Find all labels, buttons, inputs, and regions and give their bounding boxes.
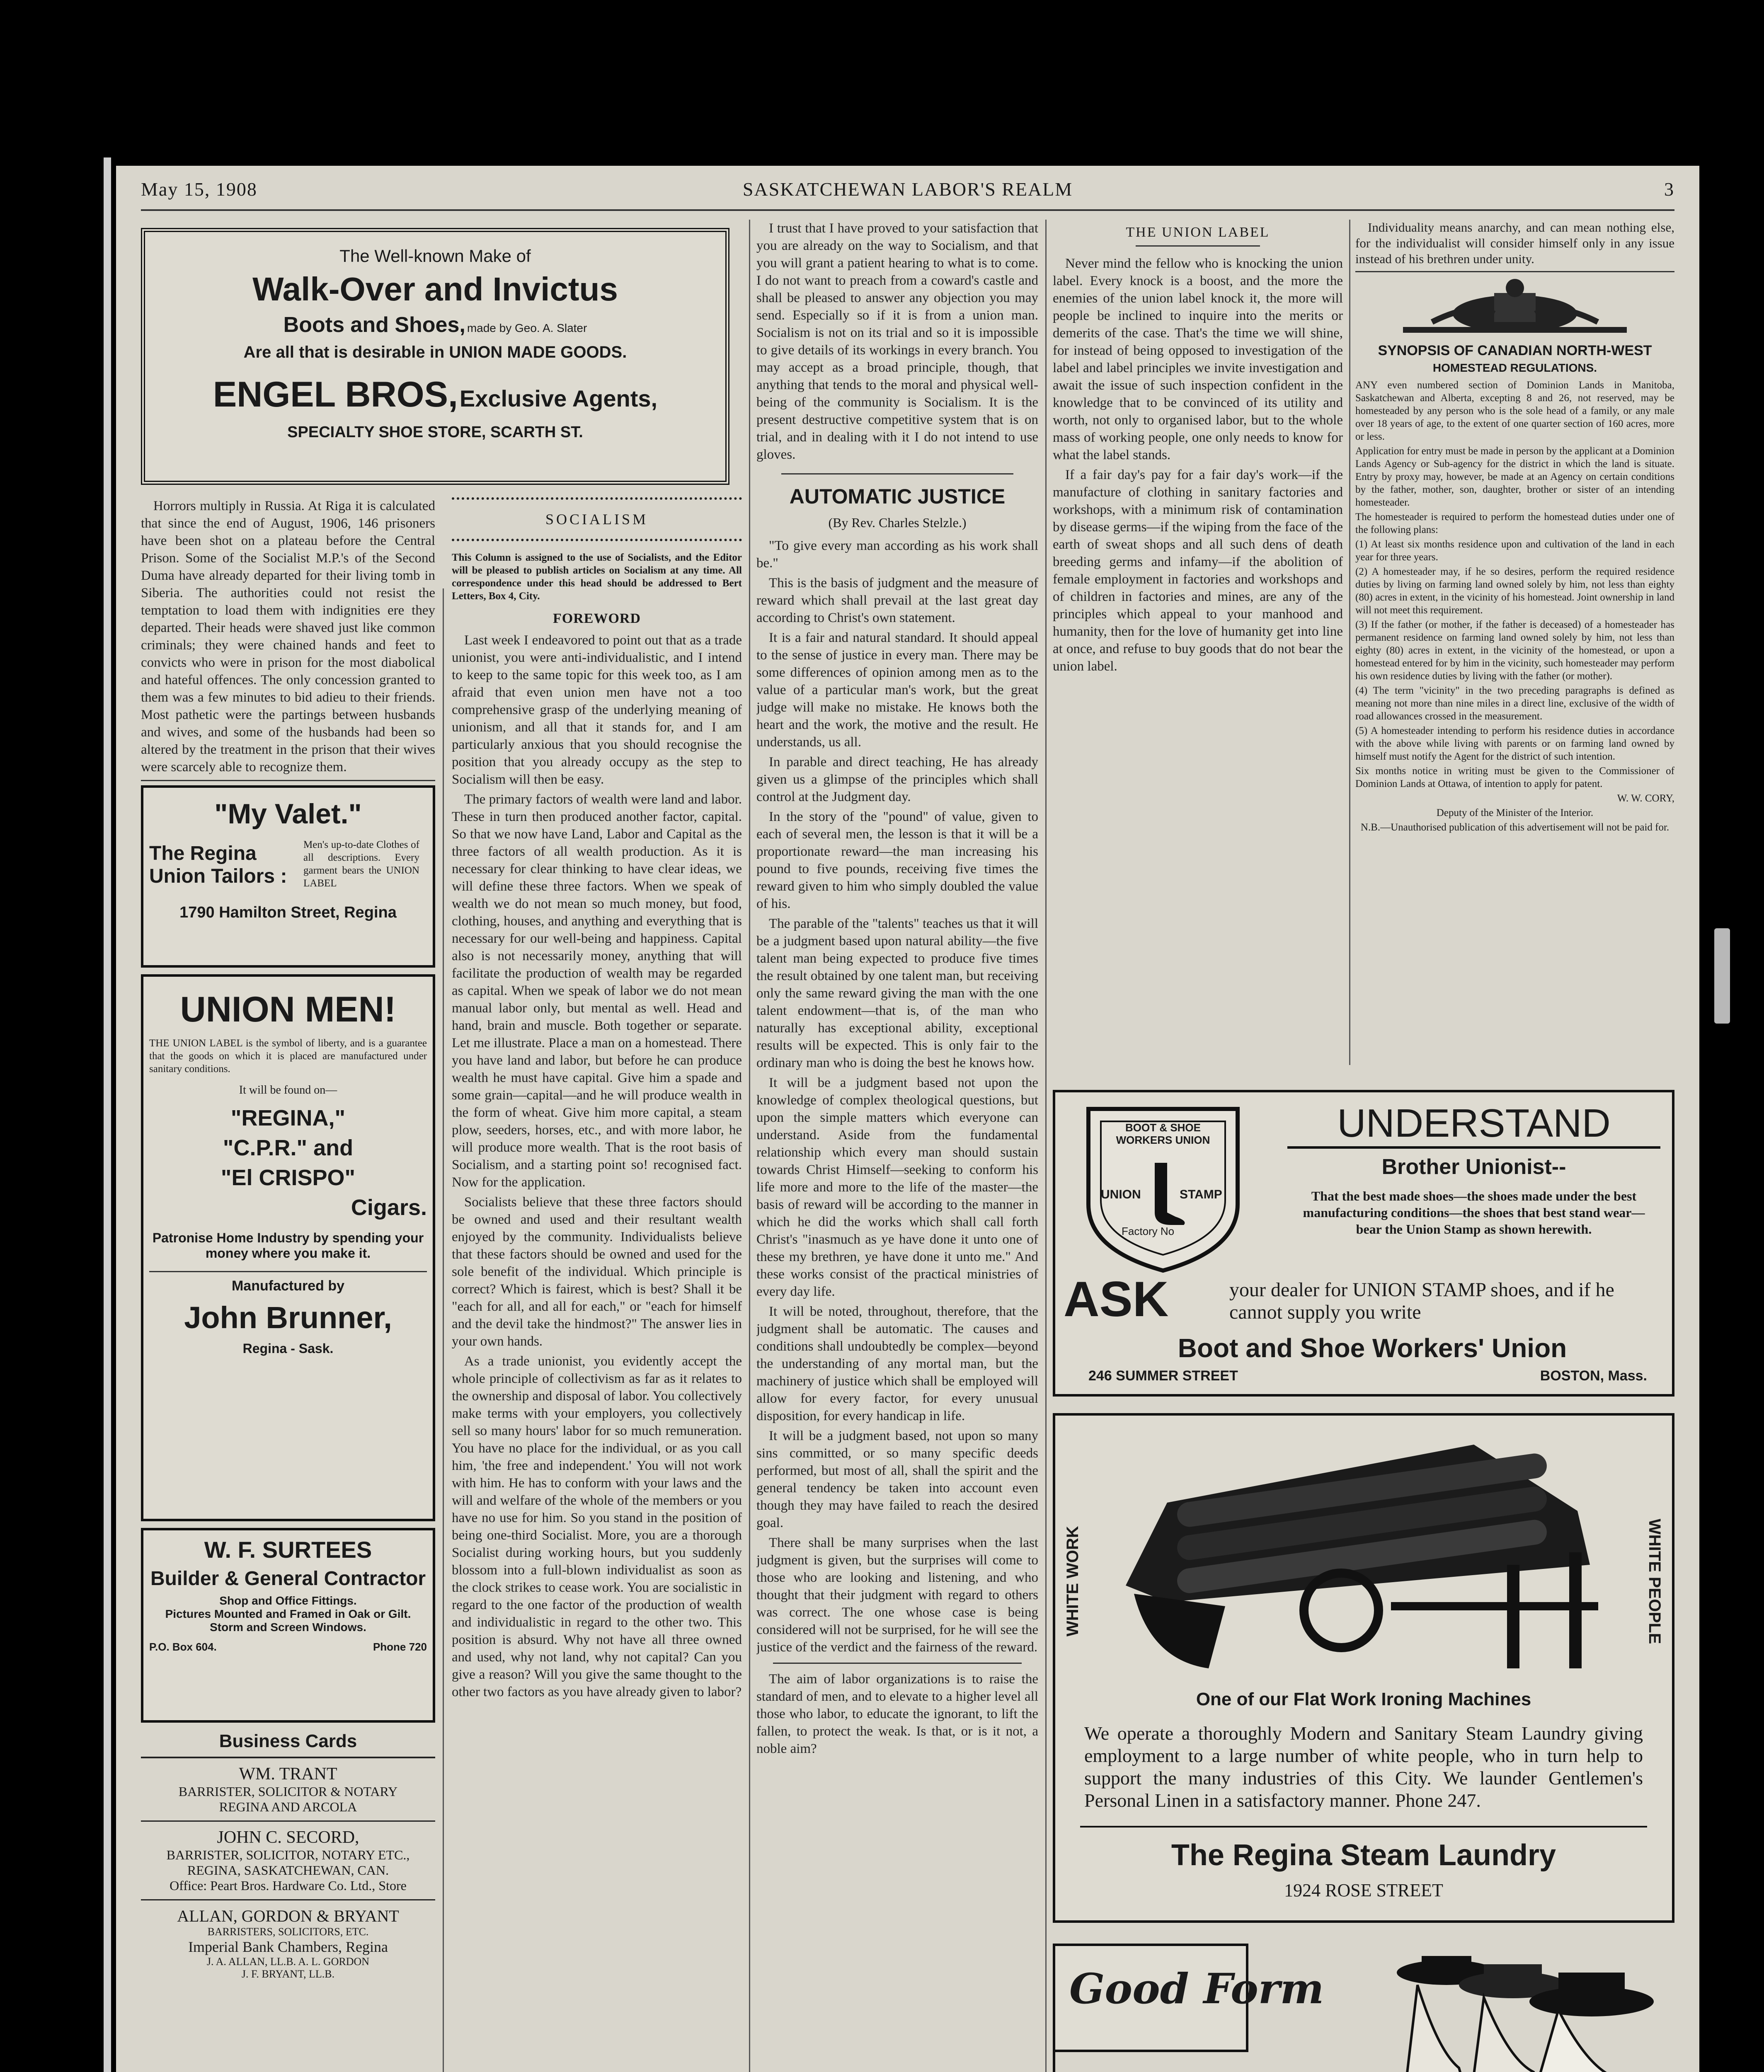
- ad-line: The Well-known Make of: [339, 246, 531, 266]
- card-line: BARRISTER, SOLICITOR, NOTARY ETC.,: [166, 1847, 410, 1862]
- ad-maker: made by Geo. A. Slater: [467, 322, 587, 334]
- card-line: REGINA AND ARCOLA: [219, 1799, 357, 1814]
- card-line: J. A. ALLAN, LL.B. A. L. GORDON: [206, 1956, 370, 1968]
- ad-trade: Builder & General Contractor: [150, 1568, 426, 1590]
- ad-subtitle: Brother Unionist--: [1381, 1155, 1566, 1179]
- gentlemen-illustration-icon: [1376, 1944, 1666, 2072]
- card-line: J. F. BRYANT, LL.B.: [241, 1968, 335, 1980]
- masthead-title: SASKATCHEWAN LABOR'S REALM: [742, 179, 1073, 200]
- stamp-left: UNION: [1101, 1188, 1141, 1201]
- card-line: REGINA, SASKATCHEWAN, CAN.: [187, 1863, 389, 1878]
- paragraph: In parable and direct teaching, He has already given us a glimpse of the principles which shall control at the Judgment day.: [756, 755, 1038, 804]
- column-rule: [1045, 220, 1047, 2072]
- ad-city: BOSTON, Mass.: [1540, 1368, 1647, 1384]
- ad-line: Manufactured by: [231, 1278, 345, 1294]
- synopsis-subtitle: HOMESTEAD REGULATIONS.: [1432, 361, 1597, 374]
- column-4: [1053, 220, 1343, 1069]
- page-number: 3: [1664, 179, 1674, 200]
- ad-address: 1924 ROSE STREET: [1284, 1880, 1443, 1900]
- ad-description: Men's up-to-date Clothes of all descriptions. Every garment bears the UNION LABEL: [303, 839, 419, 889]
- column-5: [1355, 220, 1674, 1069]
- ironing-machine-icon: [1101, 1428, 1623, 1677]
- business-cards: [141, 1731, 435, 1986]
- ad-body: We operate a thoroughly Modern and Sanitary Steam Laundry giving employment to a large number of white people, who in turn help to support the many industries of this City. We launder Gentlemen's Personal Linen in a satisfactory manner. Phone 247.: [1084, 1723, 1643, 1811]
- paragraph: Six months notice in writing must be given to the Commissioner of Dominion Lands at Ottawa, of intention to apply for patent.: [1355, 765, 1674, 789]
- ad-patronise: Patronise Home Industry by spending your money where you make it.: [152, 1230, 424, 1261]
- paragraph: As a trade unionist, you evidently accept the whole principle of collectivism as far as it relates to the ownership and disposal of labor. You collectively make terms with your employers, you collectively sell so many hours' labor for so much remuneration. You have no place for the individual, or as you call him, 'the free and independent.' You will not work with him. He has to conform with your laws and the will and welfare of the whole of the members or you have no use for him. So you stand in the position of being one-third Socialist. More, you are a thorough Socialist during working hours, but you suddenly blossom into a full-blown individualist as soon as the clock strikes to cease work. You are socialistic in regard to the one factor of the production of wealth and individualistic in regard to the other two. This position is absurd. Why not have all three owned and used, why not land, why not capital? Can you give a reason? Will you give the same thought to the other two factors as you have already given to labor?: [452, 1354, 742, 1699]
- ad-line: Boots and Shoes,: [283, 313, 465, 337]
- column-2: [452, 497, 742, 2072]
- ad-line: Shop and Office Fittings.: [219, 1594, 357, 1607]
- column-rule: [1349, 220, 1350, 1065]
- page-edge: [104, 157, 111, 2072]
- ad-org: Boot and Shoe Workers' Union: [1178, 1333, 1567, 1363]
- paragraph: It will be a judgment based not upon the knowledge of complex theological questions, but upon the simple matters which everyone can understand. Aside from the fundamental relationship which every man should sustain towards Christ Himself—seeking to conform his life more and more to the life of the master—the basis of reward will be according to the manner in which he did the works which shall call forth Christ's "inasmuch as ye have done it unto one of these my brethren, ye have done it unto me." And these works consist of the practical ministries of every day life.: [756, 1075, 1038, 1299]
- column-rule: [749, 220, 750, 2072]
- paragraph: (4) The term "vicinity" in the two preceding paragraphs is defined as meaning not more than nine miles in a direct line, exclusive of the width of road allowances crossed in the measurement.: [1355, 685, 1674, 722]
- divider: [781, 473, 1013, 474]
- business-card: [141, 1822, 435, 1900]
- paragraph: The homesteader is required to perform the homestead duties under one of the following plans:: [1355, 511, 1674, 535]
- ad-place: Regina - Sask.: [242, 1341, 334, 1356]
- laundry-ad: [1053, 1413, 1674, 1923]
- divider: [149, 1271, 427, 1272]
- stamp-bottom: Factory No: [1122, 1225, 1175, 1237]
- paragraph: The primary factors of wealth were land and labor. These in turn then produced another factor, capital. So that we now have Land, Labor and Capital as the three factors of all wealth production. As it is necessary for clear thinking to have clear ideas, we will define these three factors. When we speak of wealth we do not mean so much money, but food, clothing, houses, and anything and everything that is necessary for our well-being and happiness. Capital also is not necessarily money, anything that will facilitate the production of wealth may be regarded as capital. When we speak of labor we do not mean manual labor only, but mental as well. Head and hand, brain and muscle. Both together or separate. Let me illustrate. Place a man on a homestead. There you have land and labor, but before he can produce wealth he must have capital. Give him a spade and some grain—capital—and he will produce wealth in the form of wheat. Give him more capital, a steam plow, seeders, horses, etc., and with more labor, he will produce more wealth. That is the root basis of Socialism, and a starting point so! recognised fact. Now for the application.: [452, 792, 742, 1190]
- paragraph: In the story of the "pound" of value, given to each of several men, the lesson is that it will be a proportionate reward—the man increasing his pound to five pounds, receiving five times the reward given to him who simply doubled the value of his.: [756, 809, 1038, 911]
- business-card: [141, 1900, 435, 1986]
- article-title: AUTOMATIC JUSTICE: [789, 485, 1006, 508]
- paragraph: (1) At least six months residence upon and cultivation of the land in each year for three years.: [1355, 539, 1674, 563]
- ad-cigars: Cigars.: [351, 1195, 427, 1220]
- hindson-ad: [1053, 1944, 1674, 2072]
- paragraph: It will be a judgment based, not upon so many sins committed, or so many specific deeds performed, but most of all, shall the spirit and the general tendency be taken into account even though they may have failed to reach the desired goal.: [756, 1428, 1038, 1530]
- union-men-ad: [141, 974, 435, 1521]
- ad-title: UNION MEN!: [180, 990, 396, 1029]
- ad-line: Storm and Screen Windows.: [210, 1621, 366, 1634]
- paragraph: (5) A homesteader intending to perform his residence duties in accordance with the above while living with parents or on farming land owned by himself must notify the Agent for the district of such intention.: [1355, 725, 1674, 762]
- ad-caption: One of our Flat Work Ironing Machines: [1196, 1689, 1531, 1709]
- paragraph: Individuality means anarchy, and can mean nothing else, for the individualist will consider himself only in any issue instead of his brethren under unity.: [1355, 220, 1674, 266]
- column-3: [756, 220, 1038, 2072]
- article-byline: (By Rev. Charles Stelzle.): [828, 515, 967, 530]
- walkover-ad: [141, 228, 729, 485]
- paragraph: (3) If the father (or mother, if the father is deceased) of a homesteader has permanent residence on farming land owned solely by him, not less than eighty (80) acres in extent, in the vicinity of the homestead, or upon a homestead entered for by him in the vicinity, such homesteader may perform his own residence duties by living with the father (or mother).: [1355, 619, 1674, 682]
- synopsis-title: SYNOPSIS OF CANADIAN NORTH-WEST: [1378, 343, 1652, 358]
- ad-brand: "El CRISPO": [220, 1165, 356, 1190]
- divider: [141, 780, 435, 781]
- ad-maker: John Brunner,: [184, 1300, 392, 1335]
- ad-street: 246 SUMMER STREET: [1088, 1368, 1238, 1384]
- paragraph: If a fair day's pay for a fair day's work—if the manufacture of clothing in sanitary factories and workshops, with a minimum risk of contamination by disease germs—if the wiping from the face of the earth of sweat shops and all such dens of death breeding germs and infamy—if the abolition of female employment in factories and workshops and of children in factories and mines, are any of the principles which appeal to your manhood and humanity, then for the love of humanity get into line at once, and refuse to buy goods that do not bear the union label.: [1053, 467, 1343, 674]
- foreword-heading: FOREWORD: [553, 611, 641, 626]
- socialism-heading: SOCIALISM: [452, 497, 742, 541]
- card-line: JOHN C. SECORD,: [217, 1828, 359, 1847]
- paragraph: I trust that I have proved to your satisfaction that you are already on the way to Socialism, and that you will grant a patient hearing to what is to come. I do not want to preach from a coward's castle and shall be pleased to answer any objection you may send. Especially so if it is from a union man. Socialism is not on its trial and so it is impossible to give details of its workings in every branch. You may accept as a broad principle, though, that anything that tends to the moral and physical well-being of the community is Socialism. It is the present destructive competitive system that is on trial, and in dealing with it I do not intend to use gloves.: [756, 221, 1038, 462]
- ad-po: P.O. Box 604.: [149, 1641, 217, 1653]
- article-russia: Horrors multiply in Russia. At Riga it is calculated that since the end of August, 1906, 146 prisoners have been shot on a plateau before the Central Prison. Some of the Socialist M.P.'s of the Second Duma have already departed for their living tomb in Siberia. The authorities could not resist the temptation to load them with indignities ere they departed. Their heads were shaved just like common criminals; they were chained hands and feet to convicts who were in prison for the most diabolical and hateful offences. The only concession granted to them was a few minutes to bid adieu to their friends. Most pathetic were the partings between husbands and wives, and some of the husbands had been so altered by the treatment in the prison that their wives were scarcely able to recognize them.: [141, 499, 435, 775]
- paragraph: It is a fair and natural standard. It should appeal to the sense of justice in every man. There may be some differences of opinion among men as to the value of a particular man's work, but the great judge will make no mistake. He knows both the heart and the work, the motive and the result. He understands, us all.: [756, 630, 1038, 750]
- article-title: THE UNION LABEL: [1126, 225, 1270, 240]
- issue-date: May 15, 1908: [141, 179, 257, 200]
- business-card: [141, 1758, 435, 1822]
- newspaper-page: [116, 166, 1699, 2072]
- column-1: [141, 497, 435, 2072]
- paragraph: (2) A homesteader may, if he so desires, perform the required residence duties by living on farming land owned solely by him, not less than eighty (80) acres in extent, in the vicinity of his homestead. Joint ownership in land will not meet this requirement.: [1355, 566, 1674, 616]
- paragraph: Last week I endeavored to point out that as a trade unionist, you were anti-individualistic, and I intend to keep to the same topic for this week too, as I am afraid that even union men have not a too comprehensive grasp of the underlying meaning of unionism, and all that it stands for, and I am particularly anxious that you should recognise the position that you already occupy as the step to Socialism will then be easy.: [452, 633, 742, 787]
- stamp-top: BOOT & SHOE WORKERS UNION: [1116, 1121, 1210, 1146]
- paragraph: Never mind the fellow who is knocking the union label. Every knock is a boost, and the more the enemies of the union label knock it, the more will people be inclined to inquire into the merits or demerits of the case. That's the time we will shine, for instead of being opposed to investigation of the label and label principles we invite investigation and await the issue of such inspection confident in the knowledge that to be convinced of its utility and worth, not only to organised labor, but to the whole mass of working people, one only needs to know for what the label stands.: [1053, 256, 1343, 462]
- card-line: Imperial Bank Chambers, Regina: [188, 1939, 388, 1955]
- card-line: BARRISTER, SOLICITOR & NOTARY: [178, 1784, 398, 1799]
- paragraph: This is the basis of judgment and the measure of reward which shall prevail at the last great day according to Christ's own statement.: [756, 576, 1038, 625]
- header-rule: [141, 209, 1674, 211]
- ad-store: SPECIALTY SHOE STORE, SCARTH ST.: [287, 424, 583, 441]
- ad-frame: [1053, 2051, 1370, 2072]
- surtees-ad: [141, 1528, 435, 1723]
- card-line: WM. TRANT: [239, 1765, 337, 1784]
- socialism-note: This Column is assigned to the use of Socialists, and the Editor will be pleased to publish articles on Socialism at any time. All correspondence under this head should be addressed to Bert Letters, Box 4, City.: [452, 552, 742, 602]
- ad-brand: "C.P.R." and: [223, 1135, 354, 1160]
- paragraph: Application for entry must be made in person by the applicant at a Dominion Lands Agency or Sub-agency for the district in which the land is situate. Entry by proxy may, however, be made at an Agency on certain conditions by the father, mother, son, daughter, brother or sister of an intending homesteader.: [1355, 445, 1674, 508]
- divider: [1080, 1826, 1647, 1828]
- divider: [1136, 245, 1260, 247]
- ad-side-left: WHITE WORK: [1064, 1526, 1082, 1637]
- ad-title: UNDERSTAND: [1287, 1101, 1660, 1149]
- ad-agent-suffix: Exclusive Agents,: [459, 385, 658, 411]
- paragraph: The parable of the "talents" teaches us that it will be a judgment based upon natural ability—the five talent man being expected to produce five times the result obtained by one talent man, but receiving only the same reward giving the man with the one talent endowment—that is, of the man who naturally has exceptional ability, exceptional results will be expected. This is only fair to the ordinary man who is doing the best he knows how.: [756, 916, 1038, 1070]
- card-line: Office: Peart Bros. Hardware Co. Ltd., Store: [170, 1878, 407, 1893]
- ad-tailors: The Regina Union Tailors :: [149, 842, 287, 887]
- ad-side-right: WHITE PEOPLE: [1645, 1518, 1664, 1644]
- synopsis-note: N.B.—Unauthorised publication of this advertisement will not be paid for.: [1360, 822, 1670, 833]
- stamp-right: STAMP: [1180, 1188, 1222, 1201]
- ad-ask: ASK: [1064, 1271, 1169, 1327]
- paragraph: There shall be many surprises when the last judgment is given, but the surprises will come to those who are looking and listening, and who thought that their judgment with regard to others was correct. The one whose case is being considered will not be surprised, for he will see the justice of the verdict and the fairness of the reward.: [756, 1535, 1038, 1655]
- binding-tab: [1714, 928, 1730, 1024]
- ad-agent: ENGEL BROS,: [213, 375, 458, 414]
- ad-brand: Walk-Over and Invictus: [252, 271, 618, 307]
- divider: [1355, 271, 1674, 272]
- card-line: BARRISTERS, SOLICITORS, ETC.: [207, 1926, 369, 1938]
- ad-body: That the best made shoes—the shoes made under the best manufacturing conditions—the shoes that best stand wear—bear the Union Stamp as shown herewith.: [1303, 1188, 1645, 1237]
- ad-address: 1790 Hamilton Street, Regina: [179, 904, 397, 921]
- synopsis-signer-title: Deputy of the Minister of the Interior.: [1436, 807, 1594, 818]
- column-rule: [443, 588, 444, 2072]
- paragraph: It will be noted, throughout, therefore, that the judgment shall be automatic. The causes and conditions shall undoubtedly be complex—beyond the understanding of any mortal man, but the machinery of justice which shall be employed will allow for every factor, for every unusual disposition, for every handicap in life.: [756, 1304, 1038, 1423]
- paragraph: The aim of labor organizations is to raise the standard of men, and to elevate to a higher level all those who labor, to educate the ignorant, to lift the fallen, to protect the weak. Is that, or is it not, a noble aim?: [756, 1672, 1038, 1756]
- ad-line: Pictures Mounted and Framed in Oak or Gilt.: [165, 1607, 411, 1620]
- ad-ask-text: your dealer for UNION STAMP shoes, and if he cannot supply you write: [1229, 1279, 1614, 1323]
- section-heading: Business Cards: [141, 1731, 435, 1758]
- divider: [773, 1663, 1022, 1664]
- ad-name: W. F. SURTEES: [204, 1537, 372, 1563]
- ad-brand: "REGINA,": [230, 1106, 346, 1130]
- synopsis-signer: W. W. CORY,: [1617, 793, 1674, 804]
- understand-ad: [1053, 1090, 1674, 1397]
- good-form-text: Good Form: [1069, 1964, 1324, 2013]
- my-valet-ad: [141, 785, 435, 968]
- ad-line: It will be found on—: [239, 1084, 337, 1097]
- ad-phone: Phone 720: [373, 1641, 427, 1653]
- ad-intro: THE UNION LABEL is the symbol of liberty, and is a guarantee that the goods on which it is placed are manufactured under sanitary conditions.: [149, 1038, 427, 1075]
- card-line: ALLAN, GORDON & BRYANT: [177, 1907, 399, 1925]
- paragraph: ANY even numbered section of Dominion Lands in Manitoba, Saskatchewan and Alberta, excepting 8 and 26, not reserved, may be homesteaded by any person who is the sole head of a family, or any male over 18 years of age, to the extent of one quarter section of 160 acres, more or less.: [1355, 380, 1674, 442]
- paragraph: "To give every man according as his work shall be.": [756, 538, 1038, 571]
- ad-title: "My Valet.": [214, 798, 362, 830]
- paragraph: Socialists believe that these three factors should be owned and used and their resultant wealth enjoyed by the community. Individualists believe that these factors should be owned and used for the sole benefit of the individual. Which principle is correct? Which is fairest, which is best? Shall it be "each for all, and all for each," or "each for himself and the devil take the hindmost?" The answer lies in your own hands.: [452, 1195, 742, 1349]
- coat-of-arms-icon: [1370, 276, 1660, 339]
- ad-name: The Regina Steam Laundry: [1171, 1839, 1556, 1872]
- ad-line: Are all that is desirable in UNION MADE GOODS.: [243, 343, 627, 361]
